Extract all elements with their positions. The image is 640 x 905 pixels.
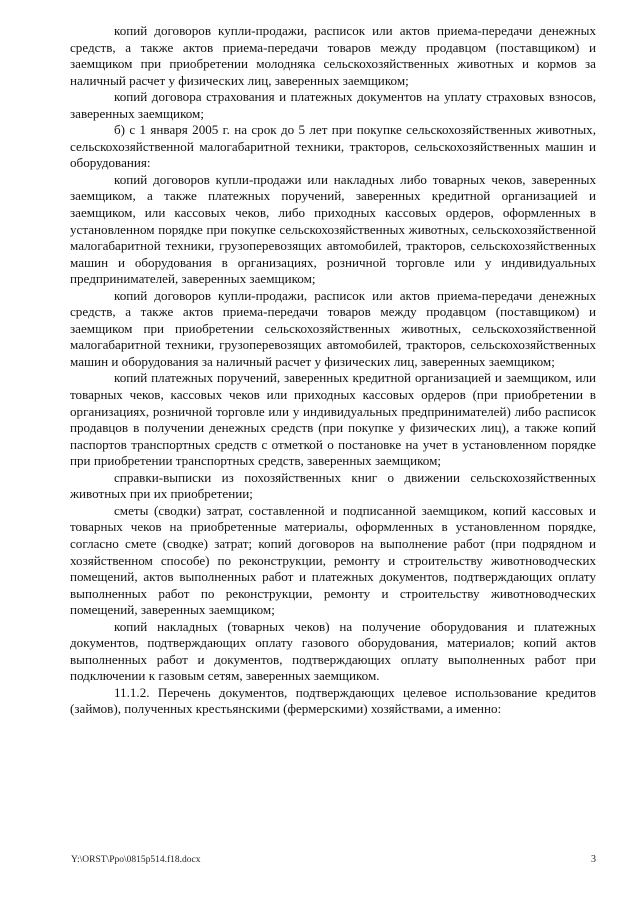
- paragraph: копий договоров купли-продажи, расписок или актов приема-передачи денежных средств, а также актов приема-передачи товаров между продавцом (поставщиком) и заемщиком при приобретении молодняка сельскохозяйственных животных и кормов за наличный расчет у физических лиц, заверенных заемщиком;: [70, 23, 596, 88]
- footer-file-path: Y:\ORST\Ppo\0815p514.f18.docx: [71, 855, 201, 865]
- paragraph: 11.1.2. Перечень документов, подтверждающих целевое использование кредитов (займов), полученных крестьянскими (фермерскими) хозяйствами, а именно:: [70, 684, 596, 717]
- document-body: [70, 23, 596, 718]
- paragraph: справки-выписки из похозяйственных книг о движении сельскохозяйственных животных при их приобретении;: [70, 469, 596, 502]
- paragraph: копий накладных (товарных чеков) на получение оборудования и платежных документов, подтверждающих оплату газового оборудования, материалов; копий актов выполненных работ и документов, подтверждающих оплату выполненных работ при подключении к газовым сетям, заверенных заемщиком.: [70, 618, 596, 684]
- paragraph: б) с 1 января 2005 г. на срок до 5 лет при покупке сельскохозяйственных животных, сельскохозяйственной малогабаритной техники, тракторов, сельскохозяйственных машин и оборудования:: [70, 122, 596, 171]
- paragraph: копий договоров купли-продажи или накладных либо товарных чеков, заверенных заемщиком, а также платежных поручений, заверенных кредитной организацией и заемщиком, или кассовых чеков, либо приходных кассовых ордеров, оформленных в установленном порядке при покупке сельскохозяйственных животных, сельскохозяйственной малогабаритной техники, грузоперевозящих автомобилей, тракторов, сельскохозяйственных машин и оборудования в организациях, розничной торговле или у индивидуальных предпринимателей, заверенных заемщиком;: [70, 171, 596, 287]
- paragraph: сметы (сводки) затрат, составленной и подписанной заемщиком, копий кассовых и товарных чеков на приобретенные материалы, оформленных в установленном порядке, согласно смете (сводке) затрат; копий договоров на выполнение работ (при подрядном и хозяйственном способе) по реконструкции, ремонту и строительству животноводческих помещений, актов выполненных работ и платежных документов, подтверждающих оплату выполненных работ по реконструкции, ремонту и строительству животноводческих помещений, заверенных заемщиком;: [70, 502, 596, 618]
- paragraph: копий платежных поручений, заверенных кредитной организацией и заемщиком, или товарных чеков, кассовых чеков или приходных кассовых ордеров (при приобретении в организациях, розничной торговле или у индивидуальных предпринимателей) либо расписок продавцов в получении денежных средств (при покупке у физических лиц), а также копий паспортов транспортных средств с отметкой о постановке на учет в установленном порядке при приобретении транспортных средств, заверенных заемщиком;: [70, 370, 596, 469]
- page-number: 3: [591, 854, 596, 865]
- paragraph: копий договора страхования и платежных документов на уплату страховых взносов, заверенных заемщиком;: [70, 89, 596, 121]
- paragraph: копий договоров купли-продажи, расписок или актов приема-передачи денежных средств, а также актов приема-передачи товаров между продавцом (поставщиком) и заемщиком при приобретении сельскохозяйственных животных, сельскохозяйственной малогабаритной техники, грузоперевозящих автомобилей, тракторов, сельскохозяйственных машин и оборудования за наличный расчет у физических лиц, заверенных заемщиком;: [70, 287, 596, 369]
